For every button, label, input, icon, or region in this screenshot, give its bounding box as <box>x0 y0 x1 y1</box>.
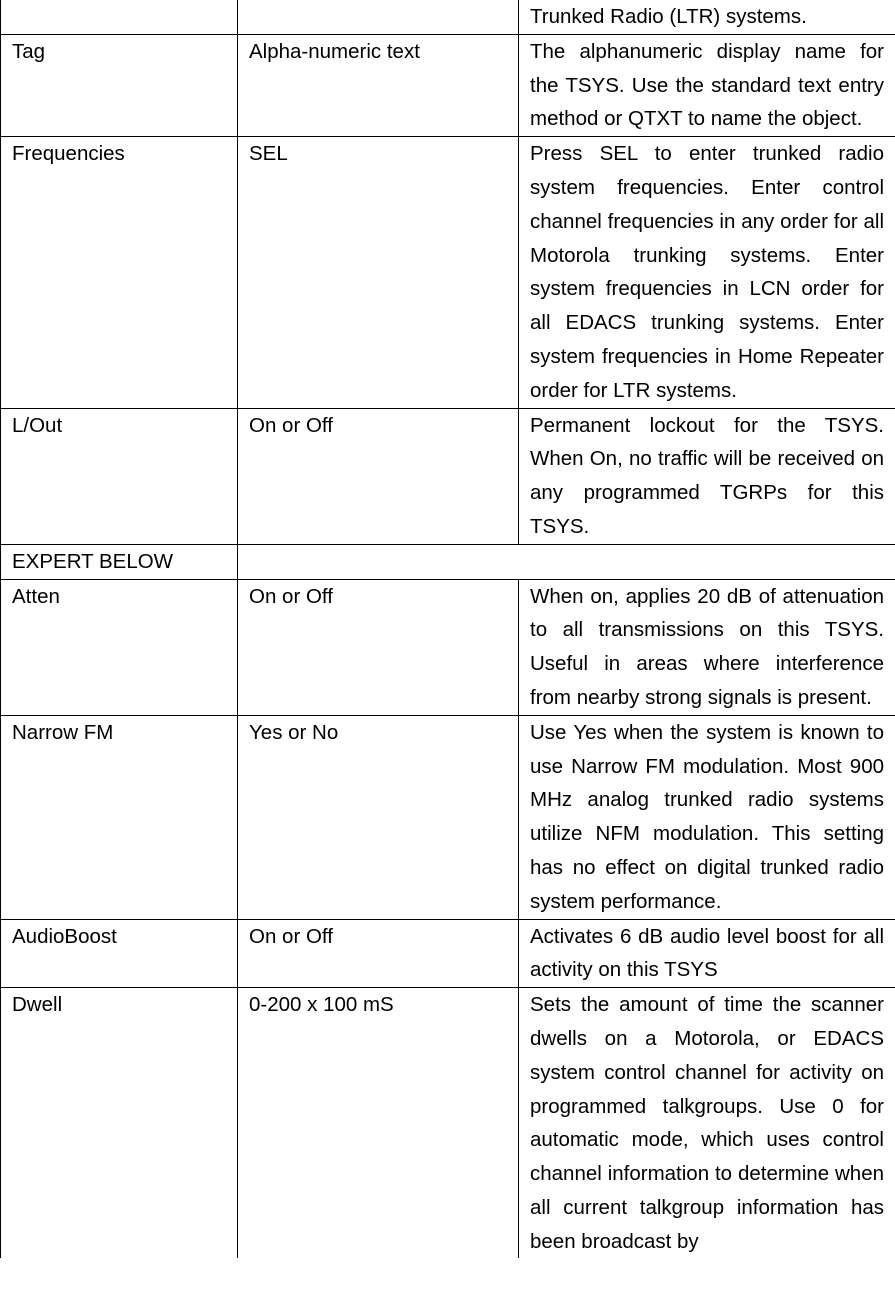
table-row <box>1 34 895 136</box>
options-cell: On or Off <box>238 919 519 988</box>
section-row <box>1 544 895 579</box>
table-row <box>1 715 895 919</box>
table-row <box>1 988 895 1259</box>
description-cell: The alphanumeric display name for the TSYS. Use the standard text entry method or QTXT to name the object. <box>519 34 895 136</box>
table-row <box>1 137 895 408</box>
setting-cell: Narrow FM <box>1 715 238 919</box>
description-cell: Permanent lockout for the TSYS. When On, no traffic will be received on any programmed TGRPs for this TSYS. <box>519 408 895 544</box>
description-cell: When on, applies 20 dB of attenuation to all transmissions on this TSYS. Useful in areas where interference from nearby strong signals is present. <box>519 579 895 715</box>
options-cell: Alpha-numeric text <box>238 34 519 136</box>
description-cell: Press SEL to enter trunked radio system frequencies. Enter control channel frequencies in any order for all Motorola trunking systems. Enter system frequencies in LCN order for all EDACS trunking systems. Enter system frequencies in Home Repeater order for LTR systems. <box>519 137 895 408</box>
description-cell: Activates 6 dB audio level boost for all activity on this TSYS <box>519 919 895 988</box>
description-cell: Sets the amount of time the scanner dwells on a Motorola, or EDACS system control channel for activity on programmed talkgroups. Use 0 for automatic mode, which uses control channel information to determine when all current talkgroup information has been broadcast by <box>519 988 895 1259</box>
section-filler <box>238 544 895 579</box>
options-cell: 0-200 x 100 mS <box>238 988 519 1259</box>
setting-cell: L/Out <box>1 408 238 544</box>
description-cell: Trunked Radio (LTR) systems. <box>519 0 895 34</box>
setting-cell: AudioBoost <box>1 919 238 988</box>
setting-cell: Atten <box>1 579 238 715</box>
setting-cell: Frequencies <box>1 137 238 408</box>
setting-cell: Dwell <box>1 988 238 1259</box>
options-cell: On or Off <box>238 408 519 544</box>
options-cell <box>238 0 519 34</box>
table-row <box>1 919 895 988</box>
table-row <box>1 408 895 544</box>
options-cell: On or Off <box>238 579 519 715</box>
table-row <box>1 0 895 34</box>
description-cell: Use Yes when the system is known to use Narrow FM modulation. Most 900 MHz analog trunked radio systems utilize NFM modulation. This setting has no effect on digital trunked radio system performance. <box>519 715 895 919</box>
options-cell: SEL <box>238 137 519 408</box>
setting-cell: Tag <box>1 34 238 136</box>
table-row <box>1 579 895 715</box>
section-heading: EXPERT BELOW <box>1 544 238 579</box>
options-cell: Yes or No <box>238 715 519 919</box>
setting-cell <box>1 0 238 34</box>
